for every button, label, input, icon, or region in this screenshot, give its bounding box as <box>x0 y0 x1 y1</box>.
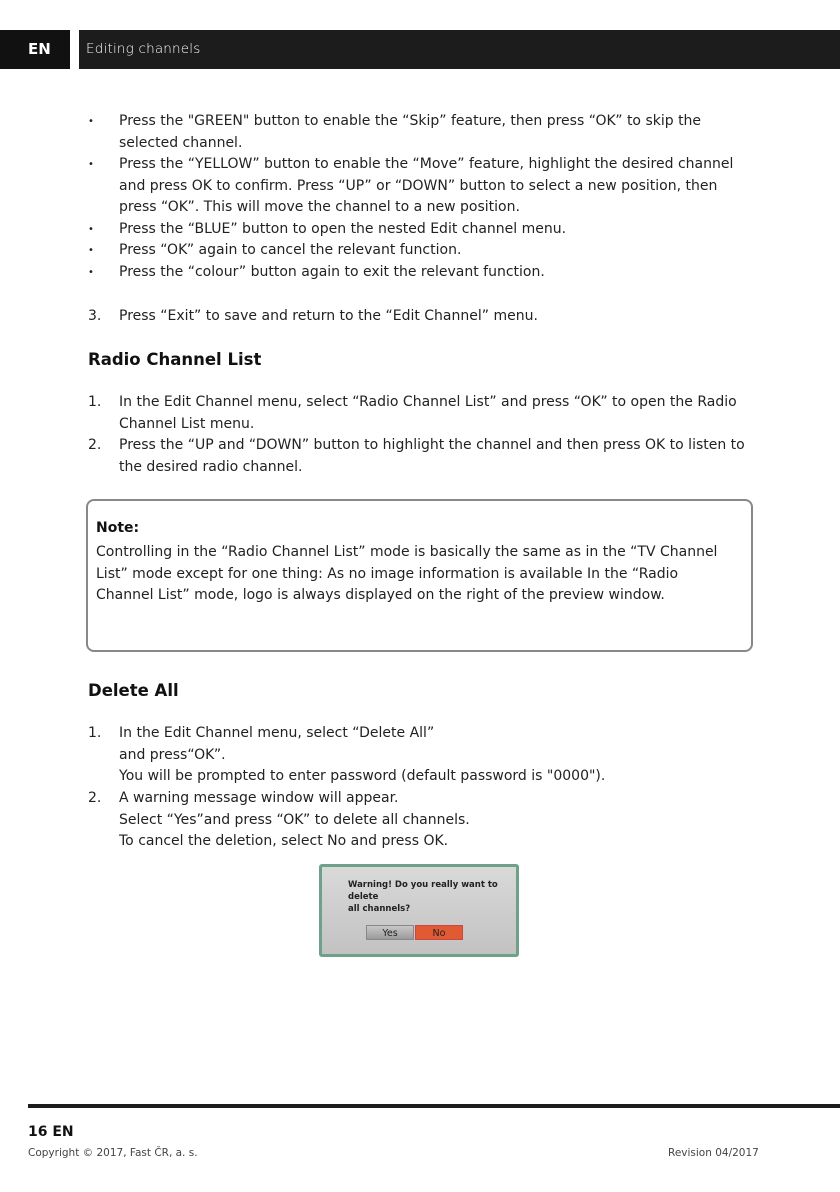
copyright-text: Copyright © 2017, Fast ČR, a. s. <box>28 1147 198 1159</box>
step-number: 2. <box>88 437 102 453</box>
page-number: 16 EN <box>28 1124 74 1140</box>
yes-button[interactable]: Yes <box>366 925 414 940</box>
step-text: Press the “UP and “DOWN” button to highlight the channel and then press OK to listen to the desired radio channel. <box>119 437 745 475</box>
step-3 <box>88 306 748 328</box>
bullet-dot: • <box>88 223 94 235</box>
step-line: To cancel the deletion, select No and press OK. <box>119 833 449 849</box>
radio-step-1 <box>88 392 748 435</box>
bullet-dot: • <box>88 116 94 127</box>
note-box <box>86 499 753 652</box>
bullet-item <box>88 111 748 154</box>
bullet-item <box>88 240 748 262</box>
bullet-text: Press “OK” again to cancel the relevant function. <box>119 242 462 258</box>
dialog-panel <box>322 867 516 954</box>
bullet-dot: • <box>88 266 94 278</box>
bullet-list <box>88 111 748 283</box>
note-title: Note: <box>96 520 140 536</box>
step-line: In the Edit Channel menu, select “Delete All” <box>119 725 435 741</box>
bullet-text: Press the "GREEN" button to enable the “Skip” feature, then press “OK” to skip the selected channel. <box>119 113 702 151</box>
header-divider <box>70 30 79 69</box>
delete-all-heading: Delete All <box>88 681 179 700</box>
delete-step-1 <box>88 723 748 788</box>
warning-dialog-screenshot <box>319 864 519 957</box>
bullet-dot: • <box>88 245 94 256</box>
dialog-message-line: all channels? <box>348 904 411 914</box>
step-number: 1. <box>88 394 102 410</box>
step-number: 1. <box>88 725 102 741</box>
bullet-item <box>88 219 748 241</box>
step-line: Select “Yes”and press “OK” to delete all channels. <box>119 811 470 828</box>
section-header-title: Editing channels <box>86 41 201 57</box>
step-number: 3. <box>88 308 102 324</box>
bullet-dot: • <box>88 159 94 170</box>
page-header <box>0 30 840 69</box>
bullet-item <box>88 154 748 219</box>
revision-text: Revision 04/2017 <box>668 1147 759 1159</box>
step-line: A warning message window will appear. <box>119 790 399 806</box>
no-button[interactable]: No <box>415 925 463 940</box>
bullet-text: Press the “colour” button again to exit the relevant function. <box>119 263 545 280</box>
step-text: In the Edit Channel menu, select “Radio Channel List” and press “OK” to open the Radio Channel List menu. <box>119 394 737 432</box>
radio-channel-list-heading: Radio Channel List <box>88 350 262 369</box>
language-badge: EN <box>0 30 70 69</box>
dialog-message <box>348 879 516 915</box>
delete-step-2 <box>88 788 748 853</box>
bullet-item <box>88 262 748 284</box>
step-text: Press “Exit” to save and return to the “Edit Channel” menu. <box>119 308 538 324</box>
bullet-text: Press the “YELLOW” button to enable the “Move” feature, highlight the desired channel and press OK to confirm. Press “UP” or “DOWN” button to select a new position, then press “OK”. This will move the channel to a new position. <box>119 156 734 215</box>
step-number: 2. <box>88 790 102 806</box>
dialog-message-line: Warning! Do you really want to delete <box>348 880 498 902</box>
step-line: You will be prompted to enter password (default password is "0000"). <box>119 768 606 784</box>
bullet-text: Press the “BLUE” button to open the nested Edit channel menu. <box>119 220 567 237</box>
note-body: Controlling in the “Radio Channel List” mode is basically the same as in the “TV Channel List” mode except for one thing: As no image information is available In the “Radio Channel List” mode, logo is always displayed on the right of the preview window. <box>96 544 718 603</box>
footer-rule <box>28 1104 840 1108</box>
step-line: and press“OK”. <box>119 746 226 763</box>
radio-step-2 <box>88 435 748 478</box>
